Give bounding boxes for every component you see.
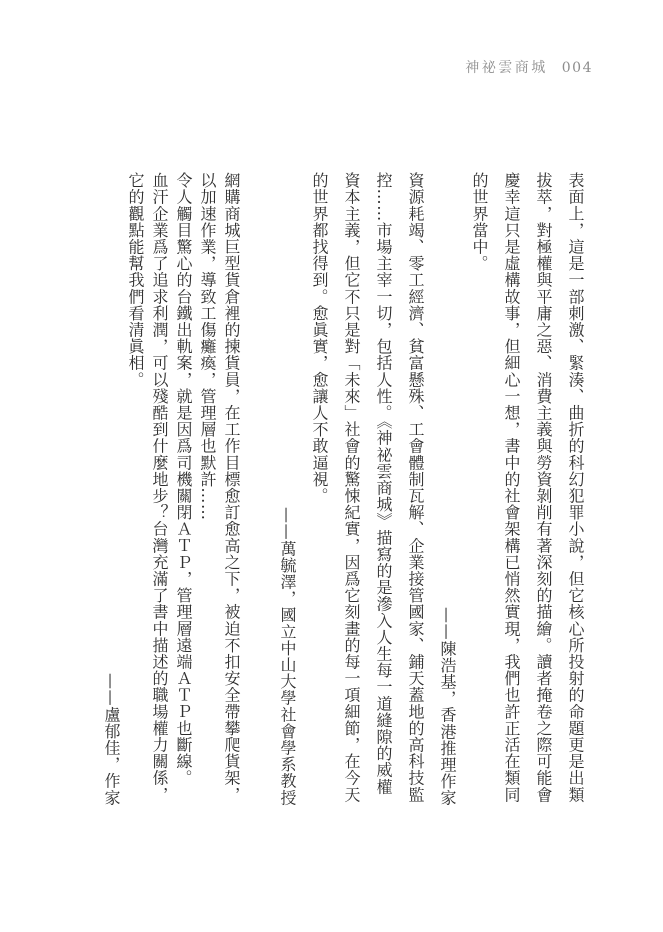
blurb-3-attribution: ——盧郁佳，作家 [102, 673, 121, 806]
blurb-1-attribution: ——陳浩基，香港推理作家 [438, 606, 457, 806]
endorsements-section [99, 172, 591, 806]
blurb-3-paragraph-1: 網購商城巨型貨倉裡的揀貨員，在工作目標愈訂愈高之下，被迫不扣安全帶攀爬貨架，以加速作業，導致工傷癱瘓，管理層也默許…… [198, 172, 241, 803]
header-book-title: 神祕雲商城 [465, 60, 548, 76]
page-header [465, 57, 593, 77]
blurb-3-paragraph-3: 血汗企業爲了追求利潤，可以殘酷到什麼地步？台灣充滿了書中描述的職場權力關係，它的觀點能幫我們看清眞相。 [126, 172, 169, 803]
header-page-number: 004 [561, 60, 593, 76]
blurb-2-attribution: ——萬毓澤，國立中山大學社會學系教授 [278, 507, 297, 806]
blurb-2 [271, 172, 431, 806]
blurb-3 [99, 172, 243, 806]
blurb-1 [431, 172, 591, 806]
blurb-1-paragraph-1: 表面上，這是一部刺激、緊湊、曲折的科幻犯罪小說，但它核心所投射的命題更是出類拔萃，對極權與平庸之惡、消費主義與勞資剝削有著深刻的描繪。讀者掩卷之際可能會慶幸這只是虛構故事，但細心一想，書中的社會架構已悄然實現，我們也許正活在類同的世界當中。 [470, 172, 585, 803]
blurb-2-paragraph-1: 資源耗竭、零工經濟、貧富懸殊、工會體制瓦解、企業接管國家、鋪天蓋地的高科技監控……市場主宰一切，包括人性。《神祕雲商城》描寫的是滲入人生每一道縫隙的威權資本主義，但它不只是對「未來」社會的驚悚紀實，因爲它刻畫的每一項細節，在今天的世界都找得到。愈眞實，愈讓人不敢逼視。 [310, 172, 425, 803]
blurb-3-paragraph-2: 令人觸目驚心的台鐵出軌案，就是因爲司機關閉ＡＴＰ，管理層遠端ＡＴＰ也斷線。 [174, 172, 193, 787]
